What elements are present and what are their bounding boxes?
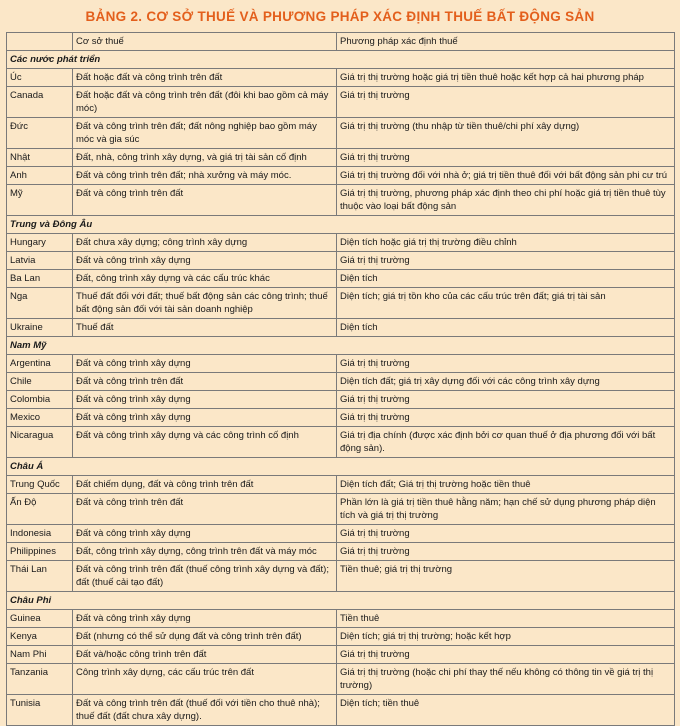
- tax-base-cell: Đất và công trình xây dựng: [73, 409, 337, 427]
- method-cell: Giá trị thị trường: [337, 87, 675, 118]
- tax-table: [6, 32, 675, 726]
- method-cell: Giá trị thị trường: [337, 149, 675, 167]
- country-cell: Trung Quốc: [7, 476, 73, 494]
- country-cell: Anh: [7, 167, 73, 185]
- tax-base-cell: Đất và công trình xây dựng: [73, 610, 337, 628]
- table-row: [7, 409, 675, 427]
- region-label: Nam Mỹ: [7, 337, 675, 355]
- country-cell: Thái Lan: [7, 561, 73, 592]
- method-cell: Tiền thuê: [337, 610, 675, 628]
- method-cell: Giá trị thị trường: [337, 646, 675, 664]
- tax-base-cell: Đất và công trình trên đất (thuế công trình xây dựng và đất); đất (thuế cải tạo đất): [73, 561, 337, 592]
- table-row: [7, 185, 675, 216]
- tax-base-cell: Đất chiếm dụng, đất và công trình trên đất: [73, 476, 337, 494]
- method-cell: Giá trị thị trường (hoặc chi phí thay thế nếu không có thông tin về giá trị thị trường): [337, 664, 675, 695]
- country-cell: Canada: [7, 87, 73, 118]
- country-cell: Nhật: [7, 149, 73, 167]
- table-row: [7, 561, 675, 592]
- tax-base-cell: Đất và công trình xây dựng: [73, 252, 337, 270]
- country-cell: Chile: [7, 373, 73, 391]
- method-cell: Giá trị thị trường (thu nhập từ tiền thuê/chi phí xây dựng): [337, 118, 675, 149]
- country-cell: Tunisia: [7, 695, 73, 726]
- country-cell: Úc: [7, 69, 73, 87]
- table-row: [7, 149, 675, 167]
- region-label: Trung và Đông Âu: [7, 216, 675, 234]
- tax-base-cell: Thuế đất đối với đất; thuế bất động sản các công trình; thuế bất động sản đối với tài sản doanh nghiệp: [73, 288, 337, 319]
- country-cell: Latvia: [7, 252, 73, 270]
- region-row: [7, 51, 675, 69]
- tax-base-cell: Đất chưa xây dựng; công trình xây dựng: [73, 234, 337, 252]
- method-cell: Diện tích; giá trị thị trường; hoặc kết hợp: [337, 628, 675, 646]
- table-row: [7, 234, 675, 252]
- table-row: [7, 695, 675, 726]
- table-row: [7, 118, 675, 149]
- method-cell: Tiền thuê; giá trị thị trường: [337, 561, 675, 592]
- method-cell: Diện tích; tiền thuê: [337, 695, 675, 726]
- method-cell: Diện tích; giá trị tồn kho của các cấu trúc trên đất; giá trị tài sản: [337, 288, 675, 319]
- country-cell: Ấn Độ: [7, 494, 73, 525]
- country-cell: Đức: [7, 118, 73, 149]
- country-cell: Mexico: [7, 409, 73, 427]
- table-row: [7, 427, 675, 458]
- header-tax-base: Cơ sở thuế: [73, 33, 337, 51]
- tax-base-cell: Đất và công trình trên đất: [73, 185, 337, 216]
- table-row: [7, 628, 675, 646]
- header-row: [7, 33, 675, 51]
- table-row: [7, 252, 675, 270]
- method-cell: Diện tích: [337, 270, 675, 288]
- table-row: [7, 610, 675, 628]
- table-row: [7, 525, 675, 543]
- method-cell: Giá trị thị trường đối với nhà ở; giá trị tiền thuê đối với bất động sản phi cư trú: [337, 167, 675, 185]
- tax-base-cell: Đất (nhưng có thể sử dụng đất và công trình trên đất): [73, 628, 337, 646]
- region-row: [7, 216, 675, 234]
- tax-base-cell: Đất và công trình trên đất: [73, 373, 337, 391]
- method-cell: Giá trị thị trường: [337, 355, 675, 373]
- table-row: [7, 646, 675, 664]
- region-label: Châu Phi: [7, 592, 675, 610]
- method-cell: Giá trị thị trường: [337, 525, 675, 543]
- method-cell: Giá trị địa chính (được xác định bởi cơ quan thuế ở địa phương đối với bất động sản).: [337, 427, 675, 458]
- table-row: [7, 167, 675, 185]
- country-cell: Argentina: [7, 355, 73, 373]
- table-row: [7, 319, 675, 337]
- region-row: [7, 592, 675, 610]
- tax-base-cell: Đất và công trình xây dựng: [73, 391, 337, 409]
- method-cell: Diện tích: [337, 319, 675, 337]
- region-row: [7, 337, 675, 355]
- country-cell: Philippines: [7, 543, 73, 561]
- method-cell: Giá trị thị trường: [337, 543, 675, 561]
- region-row: [7, 458, 675, 476]
- tax-base-cell: Đất và công trình trên đất; đất nông nghiệp bao gồm máy móc và gia súc: [73, 118, 337, 149]
- country-cell: Nicaragua: [7, 427, 73, 458]
- region-label: Châu Á: [7, 458, 675, 476]
- country-cell: Guinea: [7, 610, 73, 628]
- table-row: [7, 494, 675, 525]
- country-cell: Mỹ: [7, 185, 73, 216]
- tax-base-cell: Đất và công trình xây dựng: [73, 525, 337, 543]
- method-cell: Giá trị thị trường: [337, 391, 675, 409]
- table-row: [7, 69, 675, 87]
- tax-base-cell: Đất và công trình xây dựng và các công trình cố định: [73, 427, 337, 458]
- table-row: [7, 476, 675, 494]
- country-cell: Nga: [7, 288, 73, 319]
- tax-base-cell: Đất và công trình trên đất: [73, 494, 337, 525]
- method-cell: Giá trị thị trường: [337, 409, 675, 427]
- country-cell: Colombia: [7, 391, 73, 409]
- tax-base-cell: Thuế đất: [73, 319, 337, 337]
- tax-base-cell: Đất hoặc đất và công trình trên đất (đôi khi bao gồm cả máy móc): [73, 87, 337, 118]
- country-cell: Hungary: [7, 234, 73, 252]
- table-row: [7, 270, 675, 288]
- tax-base-cell: Đất và công trình trên đất (thuế đối với tiền cho thuê nhà); thuế đất (đất chưa xây dựng).: [73, 695, 337, 726]
- table-row: [7, 355, 675, 373]
- country-cell: Kenya: [7, 628, 73, 646]
- tax-base-cell: Đất và/hoặc công trình trên đất: [73, 646, 337, 664]
- page: [6, 0, 674, 726]
- tax-base-cell: Đất hoặc đất và công trình trên đất: [73, 69, 337, 87]
- country-cell: Tanzania: [7, 664, 73, 695]
- table-row: [7, 87, 675, 118]
- table-row: [7, 288, 675, 319]
- method-cell: Diện tích đất; Giá trị thị trường hoặc tiền thuê: [337, 476, 675, 494]
- tax-base-cell: Công trình xây dựng, các cấu trúc trên đất: [73, 664, 337, 695]
- header-country: [7, 33, 73, 51]
- method-cell: Diện tích đất; giá trị xây dựng đối với các công trình xây dựng: [337, 373, 675, 391]
- method-cell: Giá trị thị trường, phương pháp xác định theo chi phí hoặc giá trị tiền thuê tùy thuộc vào loại bất động sản: [337, 185, 675, 216]
- tax-base-cell: Đất và công trình xây dựng: [73, 355, 337, 373]
- country-cell: Nam Phi: [7, 646, 73, 664]
- table-body: [7, 33, 675, 726]
- table-row: [7, 543, 675, 561]
- header-method: Phương pháp xác định thuế: [337, 33, 675, 51]
- table-row: [7, 373, 675, 391]
- method-cell: Giá trị thị trường: [337, 252, 675, 270]
- tax-base-cell: Đất và công trình trên đất; nhà xưởng và máy móc.: [73, 167, 337, 185]
- table-row: [7, 391, 675, 409]
- tax-base-cell: Đất, công trình xây dựng, công trình trên đất và máy móc: [73, 543, 337, 561]
- tax-base-cell: Đất, nhà, công trình xây dựng, và giá trị tài sản cố định: [73, 149, 337, 167]
- method-cell: Phần lớn là giá trị tiền thuê hằng năm; hạn chế sử dụng phương pháp diện tích và giá trị thị trường: [337, 494, 675, 525]
- region-label: Các nước phát triển: [7, 51, 675, 69]
- tax-base-cell: Đất, công trình xây dựng và các cấu trúc khác: [73, 270, 337, 288]
- method-cell: Giá trị thị trường hoặc giá trị tiền thuê hoặc kết hợp cả hai phương pháp: [337, 69, 675, 87]
- country-cell: Ba Lan: [7, 270, 73, 288]
- table-title: BẢNG 2. CƠ SỞ THUẾ VÀ PHƯƠNG PHÁP XÁC ĐỊNH THUẾ BẤT ĐỘNG SẢN: [85, 9, 595, 24]
- country-cell: Indonesia: [7, 525, 73, 543]
- country-cell: Ukraine: [7, 319, 73, 337]
- method-cell: Diện tích hoặc giá trị thị trường điều chỉnh: [337, 234, 675, 252]
